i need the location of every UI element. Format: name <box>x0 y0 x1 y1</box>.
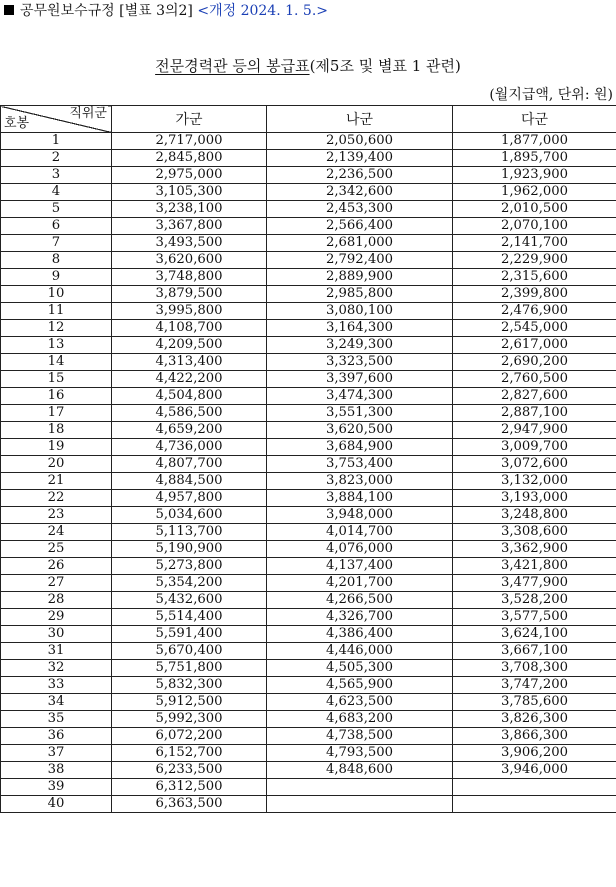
na-cell: 4,201,700 <box>267 575 453 592</box>
da-cell: 3,362,900 <box>453 541 616 558</box>
table-row <box>1 269 616 286</box>
table-row <box>1 660 616 677</box>
na-cell: 4,386,400 <box>267 626 453 643</box>
step-cell: 18 <box>1 422 112 439</box>
ga-cell: 4,659,200 <box>112 422 267 439</box>
ga-cell: 4,209,500 <box>112 337 267 354</box>
step-cell: 21 <box>1 473 112 490</box>
step-cell: 11 <box>1 303 112 320</box>
step-cell: 19 <box>1 439 112 456</box>
table-row <box>1 405 616 422</box>
ga-cell: 5,273,800 <box>112 558 267 575</box>
na-cell: 4,076,000 <box>267 541 453 558</box>
ga-cell: 5,354,200 <box>112 575 267 592</box>
revision-note: <개정 2024. 1. 5.> <box>197 3 328 19</box>
step-cell: 5 <box>1 201 112 218</box>
na-cell: 2,985,800 <box>267 286 453 303</box>
na-cell: 3,948,000 <box>267 507 453 524</box>
da-cell: 3,866,300 <box>453 728 616 745</box>
da-cell: 3,708,300 <box>453 660 616 677</box>
ga-cell: 5,670,400 <box>112 643 267 660</box>
step-cell: 8 <box>1 252 112 269</box>
table-row <box>1 507 616 524</box>
table-row <box>1 558 616 575</box>
na-cell: 4,565,900 <box>267 677 453 694</box>
table-row <box>1 218 616 235</box>
step-cell: 3 <box>1 167 112 184</box>
na-cell: 4,446,000 <box>267 643 453 660</box>
step-cell: 38 <box>1 762 112 779</box>
step-cell: 30 <box>1 626 112 643</box>
ga-cell: 5,591,400 <box>112 626 267 643</box>
da-cell: 3,072,600 <box>453 456 616 473</box>
na-cell: 4,683,200 <box>267 711 453 728</box>
ga-cell: 6,312,500 <box>112 779 267 796</box>
table-row <box>1 728 616 745</box>
na-cell: 3,249,300 <box>267 337 453 354</box>
table-row <box>1 439 616 456</box>
column-header-ga: 가군 <box>112 106 267 133</box>
na-cell: 3,684,900 <box>267 439 453 456</box>
ga-cell: 3,238,100 <box>112 201 267 218</box>
step-cell: 36 <box>1 728 112 745</box>
na-cell: 2,889,900 <box>267 269 453 286</box>
table-row <box>1 643 616 660</box>
table-row <box>1 456 616 473</box>
step-cell: 22 <box>1 490 112 507</box>
da-cell: 1,923,900 <box>453 167 616 184</box>
na-cell: 3,323,500 <box>267 354 453 371</box>
table-row <box>1 575 616 592</box>
ga-cell: 4,736,000 <box>112 439 267 456</box>
title-main: 전문경력관 등의 봉급표 <box>155 57 310 75</box>
step-cell: 17 <box>1 405 112 422</box>
da-cell: 3,624,100 <box>453 626 616 643</box>
page-title <box>0 56 616 76</box>
step-cell: 1 <box>1 133 112 150</box>
table-header-row <box>1 106 616 133</box>
table-row <box>1 626 616 643</box>
na-cell: 3,884,100 <box>267 490 453 507</box>
ga-cell: 3,995,800 <box>112 303 267 320</box>
table-row <box>1 541 616 558</box>
na-cell: 4,738,500 <box>267 728 453 745</box>
table-row <box>1 473 616 490</box>
table-row <box>1 201 616 218</box>
ga-cell: 3,105,300 <box>112 184 267 201</box>
step-cell: 14 <box>1 354 112 371</box>
na-cell: 2,236,500 <box>267 167 453 184</box>
da-cell: 2,141,700 <box>453 235 616 252</box>
table-row <box>1 133 616 150</box>
step-cell: 40 <box>1 796 112 813</box>
da-cell <box>453 779 616 796</box>
step-cell: 20 <box>1 456 112 473</box>
unit-note: (월지급액, 단위: 원) <box>489 87 613 103</box>
ga-cell: 5,432,600 <box>112 592 267 609</box>
table-row <box>1 796 616 813</box>
step-cell: 25 <box>1 541 112 558</box>
na-cell: 4,623,500 <box>267 694 453 711</box>
table-row <box>1 337 616 354</box>
ga-cell: 4,504,800 <box>112 388 267 405</box>
na-cell <box>267 779 453 796</box>
ga-cell: 5,992,300 <box>112 711 267 728</box>
step-cell: 12 <box>1 320 112 337</box>
da-cell: 2,947,900 <box>453 422 616 439</box>
ga-cell: 5,832,300 <box>112 677 267 694</box>
ga-cell: 2,717,000 <box>112 133 267 150</box>
da-cell: 2,617,000 <box>453 337 616 354</box>
step-cell: 6 <box>1 218 112 235</box>
ga-cell: 6,072,200 <box>112 728 267 745</box>
na-cell: 4,137,400 <box>267 558 453 575</box>
na-cell: 3,397,600 <box>267 371 453 388</box>
da-cell: 3,826,300 <box>453 711 616 728</box>
da-cell: 3,667,100 <box>453 643 616 660</box>
na-cell: 4,505,300 <box>267 660 453 677</box>
ga-cell: 3,367,800 <box>112 218 267 235</box>
header-corner-cell <box>1 106 112 133</box>
da-cell: 3,946,000 <box>453 762 616 779</box>
da-cell: 3,477,900 <box>453 575 616 592</box>
da-cell: 1,962,000 <box>453 184 616 201</box>
table-row <box>1 694 616 711</box>
na-cell: 3,164,300 <box>267 320 453 337</box>
ga-cell: 5,751,800 <box>112 660 267 677</box>
da-cell: 2,476,900 <box>453 303 616 320</box>
regulation-name: 공무원보수규정 [별표 3의2] <box>20 3 193 19</box>
na-cell: 4,848,600 <box>267 762 453 779</box>
na-cell: 2,792,400 <box>267 252 453 269</box>
step-cell: 16 <box>1 388 112 405</box>
table-row <box>1 745 616 762</box>
step-cell: 29 <box>1 609 112 626</box>
step-cell: 13 <box>1 337 112 354</box>
step-cell: 33 <box>1 677 112 694</box>
na-cell: 2,453,300 <box>267 201 453 218</box>
da-cell: 2,827,600 <box>453 388 616 405</box>
ga-cell: 3,493,500 <box>112 235 267 252</box>
table-row <box>1 184 616 201</box>
ga-cell: 4,884,500 <box>112 473 267 490</box>
ga-cell: 6,363,500 <box>112 796 267 813</box>
ga-cell: 6,233,500 <box>112 762 267 779</box>
da-cell: 3,132,000 <box>453 473 616 490</box>
corner-label-position-group: 직위군 <box>69 106 107 121</box>
ga-cell: 2,975,000 <box>112 167 267 184</box>
step-cell: 23 <box>1 507 112 524</box>
table-row <box>1 354 616 371</box>
da-cell: 1,877,000 <box>453 133 616 150</box>
na-cell <box>267 796 453 813</box>
da-cell: 2,760,500 <box>453 371 616 388</box>
table-row <box>1 303 616 320</box>
na-cell: 4,793,500 <box>267 745 453 762</box>
square-bullet-icon <box>4 5 14 15</box>
da-cell: 2,399,800 <box>453 286 616 303</box>
na-cell: 2,342,600 <box>267 184 453 201</box>
step-cell: 7 <box>1 235 112 252</box>
da-cell: 2,690,200 <box>453 354 616 371</box>
step-cell: 27 <box>1 575 112 592</box>
ga-cell: 5,113,700 <box>112 524 267 541</box>
na-cell: 3,551,300 <box>267 405 453 422</box>
table-body <box>1 133 616 813</box>
ga-cell: 2,845,800 <box>112 150 267 167</box>
step-cell: 15 <box>1 371 112 388</box>
table-row <box>1 609 616 626</box>
table-row <box>1 252 616 269</box>
step-cell: 37 <box>1 745 112 762</box>
step-cell: 39 <box>1 779 112 796</box>
da-cell: 3,577,500 <box>453 609 616 626</box>
na-cell: 3,823,000 <box>267 473 453 490</box>
na-cell: 3,080,100 <box>267 303 453 320</box>
da-cell: 2,315,600 <box>453 269 616 286</box>
step-cell: 28 <box>1 592 112 609</box>
step-cell: 32 <box>1 660 112 677</box>
ga-cell: 4,108,700 <box>112 320 267 337</box>
step-cell: 10 <box>1 286 112 303</box>
ga-cell: 4,807,700 <box>112 456 267 473</box>
corner-label-step: 호봉 <box>4 116 30 131</box>
ga-cell: 4,586,500 <box>112 405 267 422</box>
step-cell: 9 <box>1 269 112 286</box>
step-cell: 34 <box>1 694 112 711</box>
na-cell: 3,474,300 <box>267 388 453 405</box>
title-suffix: (제5조 및 별표 1 관련) <box>309 57 461 75</box>
table-row <box>1 592 616 609</box>
na-cell: 2,566,400 <box>267 218 453 235</box>
table-row <box>1 388 616 405</box>
da-cell: 3,193,000 <box>453 490 616 507</box>
na-cell: 2,139,400 <box>267 150 453 167</box>
da-cell: 3,009,700 <box>453 439 616 456</box>
table-row <box>1 762 616 779</box>
da-cell: 3,528,200 <box>453 592 616 609</box>
da-cell: 3,421,800 <box>453 558 616 575</box>
ga-cell: 4,422,200 <box>112 371 267 388</box>
da-cell: 3,906,200 <box>453 745 616 762</box>
da-cell <box>453 796 616 813</box>
salary-table <box>0 105 616 813</box>
na-cell: 4,014,700 <box>267 524 453 541</box>
na-cell: 3,753,400 <box>267 456 453 473</box>
da-cell: 2,010,500 <box>453 201 616 218</box>
step-cell: 35 <box>1 711 112 728</box>
document-header <box>4 0 328 22</box>
ga-cell: 4,313,400 <box>112 354 267 371</box>
step-cell: 2 <box>1 150 112 167</box>
ga-cell: 3,620,600 <box>112 252 267 269</box>
da-cell: 3,785,600 <box>453 694 616 711</box>
na-cell: 3,620,500 <box>267 422 453 439</box>
ga-cell: 5,514,400 <box>112 609 267 626</box>
table-row <box>1 490 616 507</box>
table-row <box>1 711 616 728</box>
table-row <box>1 167 616 184</box>
ga-cell: 5,912,500 <box>112 694 267 711</box>
step-cell: 4 <box>1 184 112 201</box>
table-row <box>1 235 616 252</box>
ga-cell: 4,957,800 <box>112 490 267 507</box>
da-cell: 3,248,800 <box>453 507 616 524</box>
na-cell: 2,050,600 <box>267 133 453 150</box>
table-row <box>1 320 616 337</box>
table-row <box>1 779 616 796</box>
na-cell: 4,266,500 <box>267 592 453 609</box>
ga-cell: 3,748,800 <box>112 269 267 286</box>
step-cell: 26 <box>1 558 112 575</box>
da-cell: 2,545,000 <box>453 320 616 337</box>
da-cell: 3,308,600 <box>453 524 616 541</box>
table-row <box>1 150 616 167</box>
na-cell: 2,681,000 <box>267 235 453 252</box>
da-cell: 2,229,900 <box>453 252 616 269</box>
table-row <box>1 286 616 303</box>
step-cell: 24 <box>1 524 112 541</box>
ga-cell: 6,152,700 <box>112 745 267 762</box>
ga-cell: 3,879,500 <box>112 286 267 303</box>
table-row <box>1 677 616 694</box>
da-cell: 1,895,700 <box>453 150 616 167</box>
da-cell: 2,070,100 <box>453 218 616 235</box>
column-header-na: 나군 <box>267 106 453 133</box>
ga-cell: 5,034,600 <box>112 507 267 524</box>
da-cell: 2,887,100 <box>453 405 616 422</box>
table-row <box>1 524 616 541</box>
da-cell: 3,747,200 <box>453 677 616 694</box>
table-row <box>1 422 616 439</box>
column-header-da: 다군 <box>453 106 616 133</box>
na-cell: 4,326,700 <box>267 609 453 626</box>
ga-cell: 5,190,900 <box>112 541 267 558</box>
step-cell: 31 <box>1 643 112 660</box>
table-row <box>1 371 616 388</box>
